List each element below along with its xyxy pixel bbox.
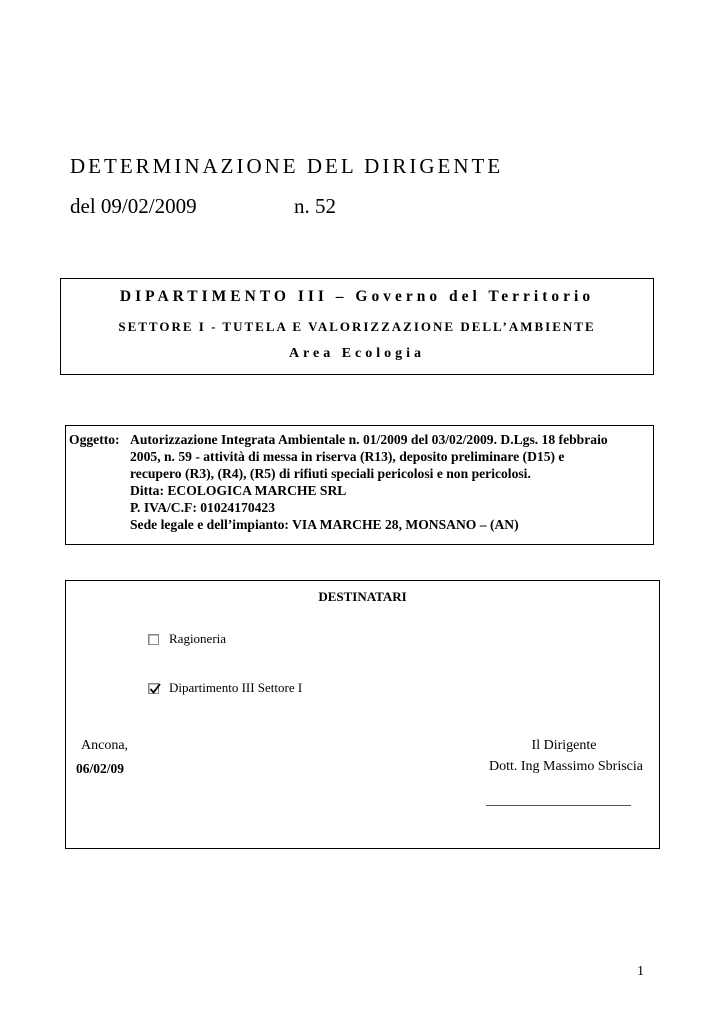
recipient-dipartimento[interactable] bbox=[148, 680, 302, 696]
recipient-label: Ragioneria bbox=[169, 631, 227, 646]
document-title: DETERMINAZIONE DEL DIRIGENTE bbox=[70, 154, 504, 178]
oggetto-line: Autorizzazione Integrata Ambientale n. 01/2009 del 03/02/2009. D.Lgs. 18 febbraio bbox=[130, 432, 608, 447]
recipient-ragioneria[interactable] bbox=[148, 631, 226, 647]
oggetto-label: Oggetto: bbox=[69, 432, 120, 447]
area-name: Area Ecologia bbox=[288, 346, 426, 361]
oggetto-line: Sede legale e dell’impianto: VIA MARCHE 28, MONSANO – (AN) bbox=[130, 517, 519, 532]
oggetto-text bbox=[130, 431, 608, 533]
signer-name: Dott. Ing Massimo Sbriscia bbox=[489, 759, 643, 774]
recipient-label: Dipartimento III Settore I bbox=[169, 680, 303, 695]
signing-date: 06/02/09 bbox=[76, 761, 125, 776]
signer-role: Il Dirigente bbox=[531, 738, 597, 753]
destinatari-title: DESTINATARI bbox=[318, 589, 407, 604]
oggetto-box bbox=[65, 425, 654, 545]
checked-checkbox-icon[interactable] bbox=[148, 683, 159, 694]
document-date-line bbox=[70, 194, 336, 219]
unchecked-checkbox-icon[interactable] bbox=[148, 634, 159, 645]
document-date: del 09/02/2009 bbox=[70, 194, 197, 218]
oggetto-line: P. IVA/C.F: 01024170423 bbox=[130, 500, 276, 515]
oggetto-line: Ditta: ECOLOGICA MARCHE SRL bbox=[130, 483, 347, 498]
department-name: DIPARTIMENTO III – Governo del Territorio bbox=[119, 288, 595, 305]
oggetto-line: recupero (R3), (R4), (R5) di rifiuti speciali pericolosi e non pericolosi. bbox=[130, 466, 531, 481]
destinatari-box bbox=[65, 580, 660, 849]
document-number: n. 52 bbox=[294, 194, 336, 218]
signature-line bbox=[486, 805, 631, 806]
place: Ancona, bbox=[81, 738, 129, 753]
sector-name: SETTORE I - TUTELA E VALORIZZAZIONE DELL’AMBIENTE bbox=[118, 319, 596, 334]
page-number: 1 bbox=[637, 964, 644, 979]
department-box bbox=[60, 278, 654, 375]
oggetto-line: 2005, n. 59 - attività di messa in riserva (R13), deposito preliminare (D15) e bbox=[130, 449, 565, 464]
